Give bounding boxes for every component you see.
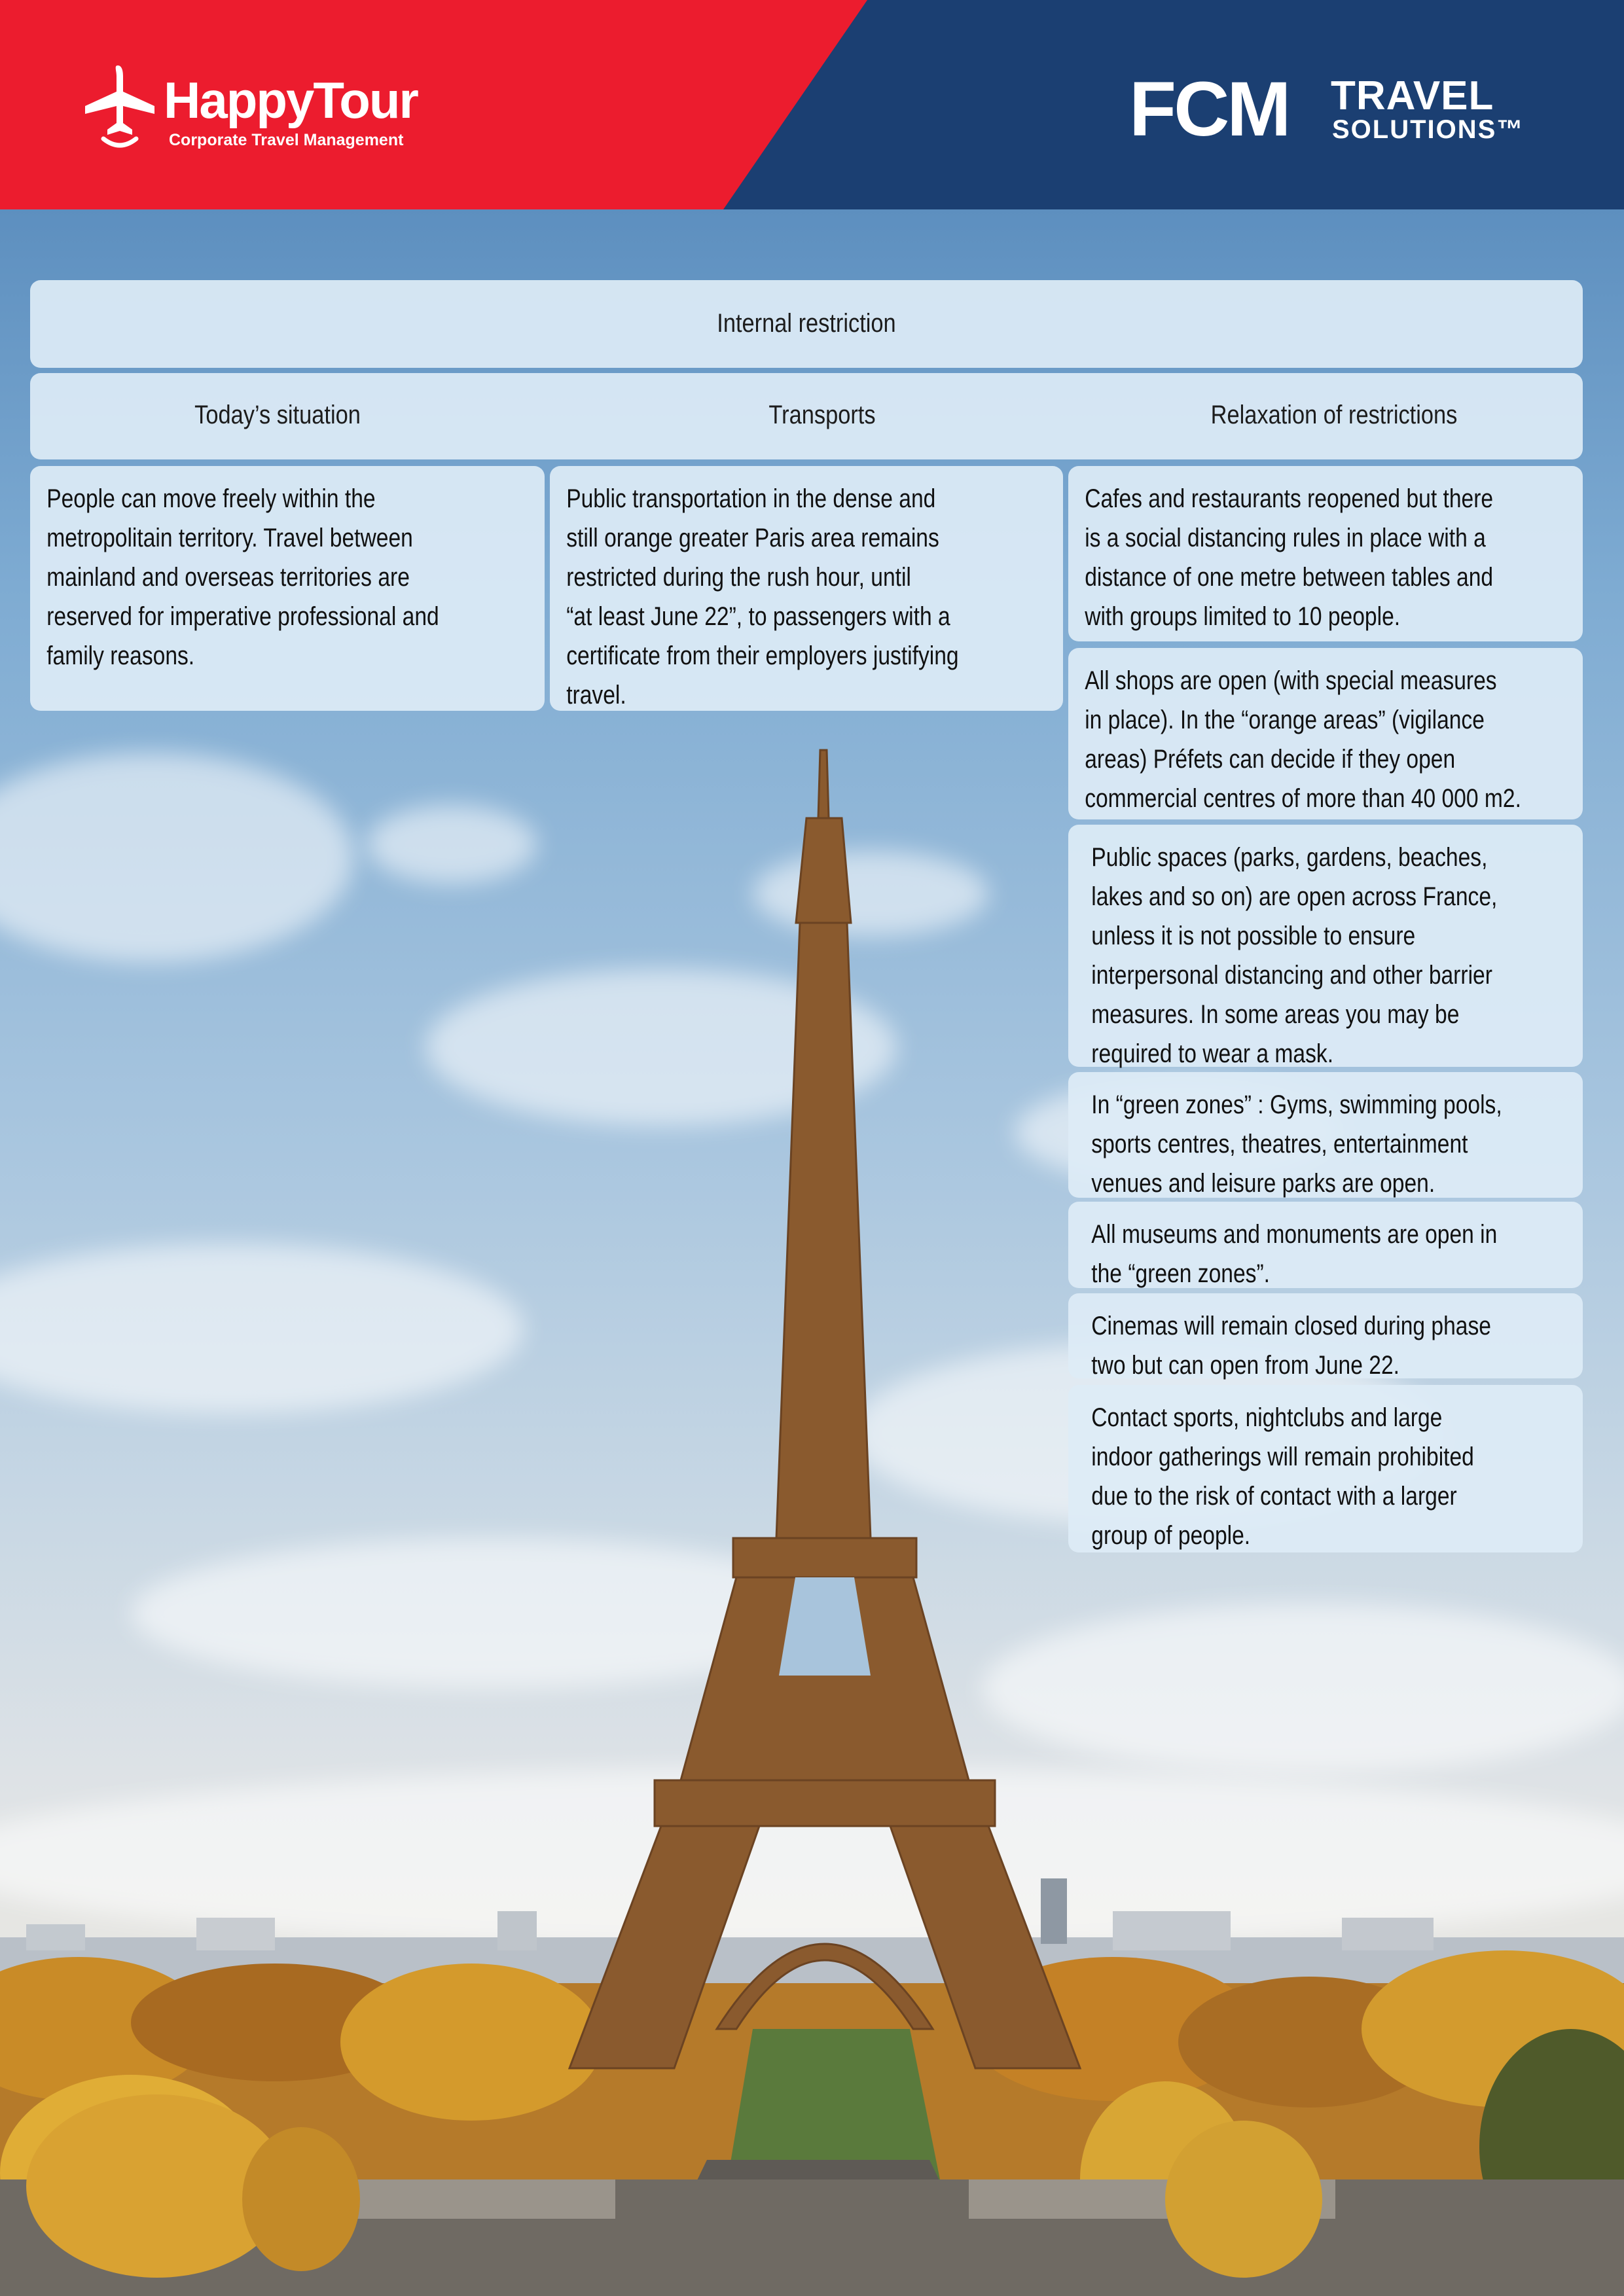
relaxation-item bbox=[1068, 1293, 1583, 1378]
relaxation-text-museums: All museums and monuments are open in the “green zones”. bbox=[1091, 1220, 1498, 1288]
relaxation-text-cafes: Cafes and restaurants reopened but there is a social distancing rules in place with a distance of one metre between tables and with groups limited to 10 people. bbox=[1085, 484, 1494, 631]
relaxation-text-public-spaces: Public spaces (parks, gardens, beaches, lakes and so on) are open across France, unless it is not possible to ensure interpersonal distancing and other barrier measures. In some areas you may be required to wear a mask. bbox=[1091, 843, 1498, 1068]
column-header-todays-situation: Today’s situation bbox=[194, 401, 361, 429]
relaxation-text-cinemas: Cinemas will remain closed during phase two but can open from June 22. bbox=[1091, 1312, 1491, 1380]
relaxation-item bbox=[1068, 1072, 1583, 1198]
column-header-transports: Transports bbox=[768, 401, 876, 429]
happytour-logo-text: HappyTour bbox=[164, 71, 418, 129]
table-title-box bbox=[30, 280, 1583, 368]
fcm-logo bbox=[1129, 66, 1548, 152]
fcm-logo-solutions: SOLUTIONS™ bbox=[1332, 115, 1525, 144]
transports-text: Public transportation in the dense and still orange greater Paris area remains restricted during the rush hour, until “at least June 22”, to passengers with a certificate from their employers justifying travel. bbox=[566, 484, 959, 709]
relaxation-item bbox=[1068, 466, 1583, 641]
relaxation-item bbox=[1068, 648, 1583, 819]
header-banner bbox=[0, 0, 1624, 209]
relaxation-text-contact-sports: Contact sports, nightclubs and large indoor gatherings will remain prohibited due to the risk of contact with a larger group of people. bbox=[1091, 1403, 1474, 1550]
relaxation-text-shops: All shops are open (with special measures in place). In the “orange areas” (vigilance areas) Préfets can decide if they open commercial centres of more than 40 000 m2. bbox=[1085, 666, 1521, 813]
fcm-logo-mark: FCM bbox=[1129, 66, 1289, 152]
airplane-smile-icon bbox=[77, 60, 162, 152]
cell-todays-situation bbox=[30, 466, 545, 711]
relaxation-item bbox=[1068, 825, 1583, 1067]
relaxation-item bbox=[1068, 1202, 1583, 1288]
fcm-logo-travel: TRAVEL bbox=[1331, 73, 1494, 118]
column-header-row bbox=[30, 373, 1583, 459]
relaxation-item bbox=[1068, 1385, 1583, 1552]
table-title: Internal restriction bbox=[717, 309, 896, 338]
todays-situation-text: People can move freely within the metropolitain territory. Travel between mainland and overseas territories are reserved for imperative professional and family reasons. bbox=[46, 484, 439, 670]
relaxation-text-green-zones: In “green zones” : Gyms, swimming pools, sports centres, theatres, entertainment venues and leisure parks are open. bbox=[1091, 1090, 1502, 1198]
cell-transports bbox=[550, 466, 1063, 711]
column-header-relaxation: Relaxation of restrictions bbox=[1210, 401, 1458, 429]
happytour-tagline: Corporate Travel Management bbox=[169, 131, 404, 149]
